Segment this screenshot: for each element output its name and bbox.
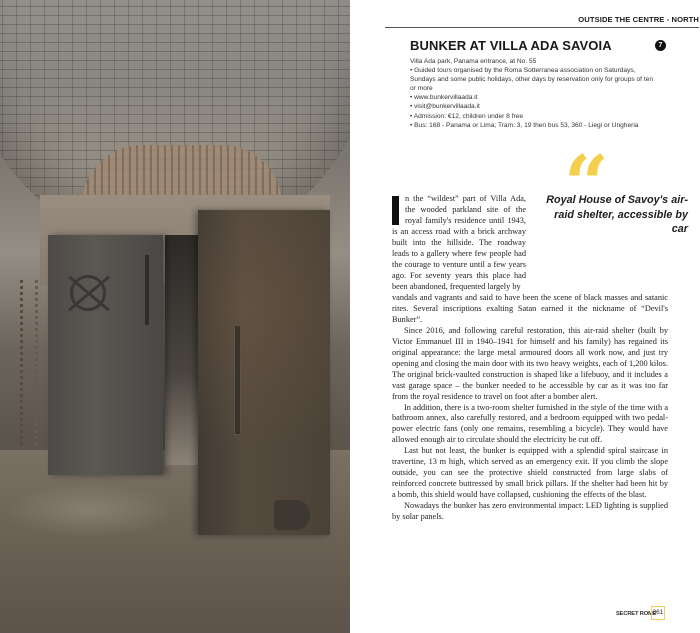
info-transport: • Bus: 168 - Panama or Lima; Tram: 3, 19 then bus 53, 360 - Liegi or Ungheria	[410, 121, 639, 129]
info-address: Villa Ada park, Panama entrance, at No. 55	[410, 58, 537, 65]
running-head: OUTSIDE THE CENTRE - NORTH	[385, 15, 699, 28]
dark-corridor	[165, 235, 198, 465]
info-tours: • Guided tours organised by the Roma Sotterranea association on Saturdays, Sundays and some public holidays, other days by reservation only for groups of ten or more	[410, 67, 654, 93]
info-admission: • Admission: €12, children under 8 free	[410, 112, 524, 120]
page-number: 361	[651, 606, 665, 620]
armoured-door-left	[48, 235, 163, 475]
paragraph-environment: Nowadays the bunker has zero environmental impact: LED lighting is supplied by solar panels.	[392, 501, 668, 522]
info-website[interactable]: • www.bunkervillaada.it	[410, 94, 478, 102]
paragraph-restoration: Since 2016, and following careful restoration, this air-raid shelter (built by Victor Emmanuel III in 1940–1941 for himself and his family) has regained its original appearance: the large metal armoured doors all work now, and just try opening and closing the main door with its two heavy weights, each of 1,200 kilos. The original brick-vaulted construction is shaped like a lifebuoy, and it includes a vast garage space – the bunker needed to be accessible by car as it was too far from the royal residence to travel on foot after a bomber alert.	[392, 325, 668, 401]
paragraph-staircase: Last but not least, the bunker is equipped with a splendid spiral staircase in travertine, 13 m high, which served as an emergency exit. If you climb the slope outside, you can see the protective shield constructed from large slabs of reinforced concrete buttressed by small brick pillars. If the shelter had been hit by a bomb, this shield would have collapsed, cushioning the effects of the blast.	[392, 446, 668, 500]
armoured-door-right	[198, 210, 330, 535]
door-wheel-icon	[70, 275, 106, 311]
drop-cap-i	[392, 196, 399, 225]
door-handle	[145, 255, 149, 325]
book-title: SECRET ROME	[616, 611, 657, 617]
article-intro	[392, 194, 526, 293]
door-bar-handle	[234, 325, 241, 435]
pull-quote: Royal House of Savoy's air-raid shelter, accessible by car	[546, 194, 688, 235]
rope-hooks	[20, 280, 38, 445]
entry-number-badge: 7	[655, 40, 666, 51]
door-hinge	[274, 500, 310, 530]
paragraph-shelter-rooms: In addition, there is a two-room shelter furnished in the style of the time with a bathroom annex, also carefully restored, and a bedroom equipped with two pedal-power electric fans (only one remains, resembling a bicycle). They would have allowed enough air to circulate should the electricity be cut off.	[392, 402, 668, 445]
practical-info	[410, 57, 660, 130]
text-page	[350, 0, 700, 633]
quote-mark-icon: “	[564, 139, 603, 230]
intro-text: n the “wildest” part of Villa Ada, the wooded parkland site of the royal family's residence until 1943, is an access road with a brick archway built into the hillside. The roadway leads to a gallery where few people had the courage to venture until a few years ago. For seventy years this place had been abandoned, frequented largely by	[392, 194, 526, 291]
intro-continued: vandals and vagrants and said to have been the scene of black masses and satanic rites. Several inscriptions exalting Satan earned it the nickname of “Devil's Bunker”.	[392, 293, 668, 324]
entry-title: BUNKER AT VILLA ADA SAVOIA	[410, 38, 612, 53]
article-body	[392, 293, 668, 523]
info-email[interactable]: • visit@bunkervillaada.it	[410, 103, 480, 111]
